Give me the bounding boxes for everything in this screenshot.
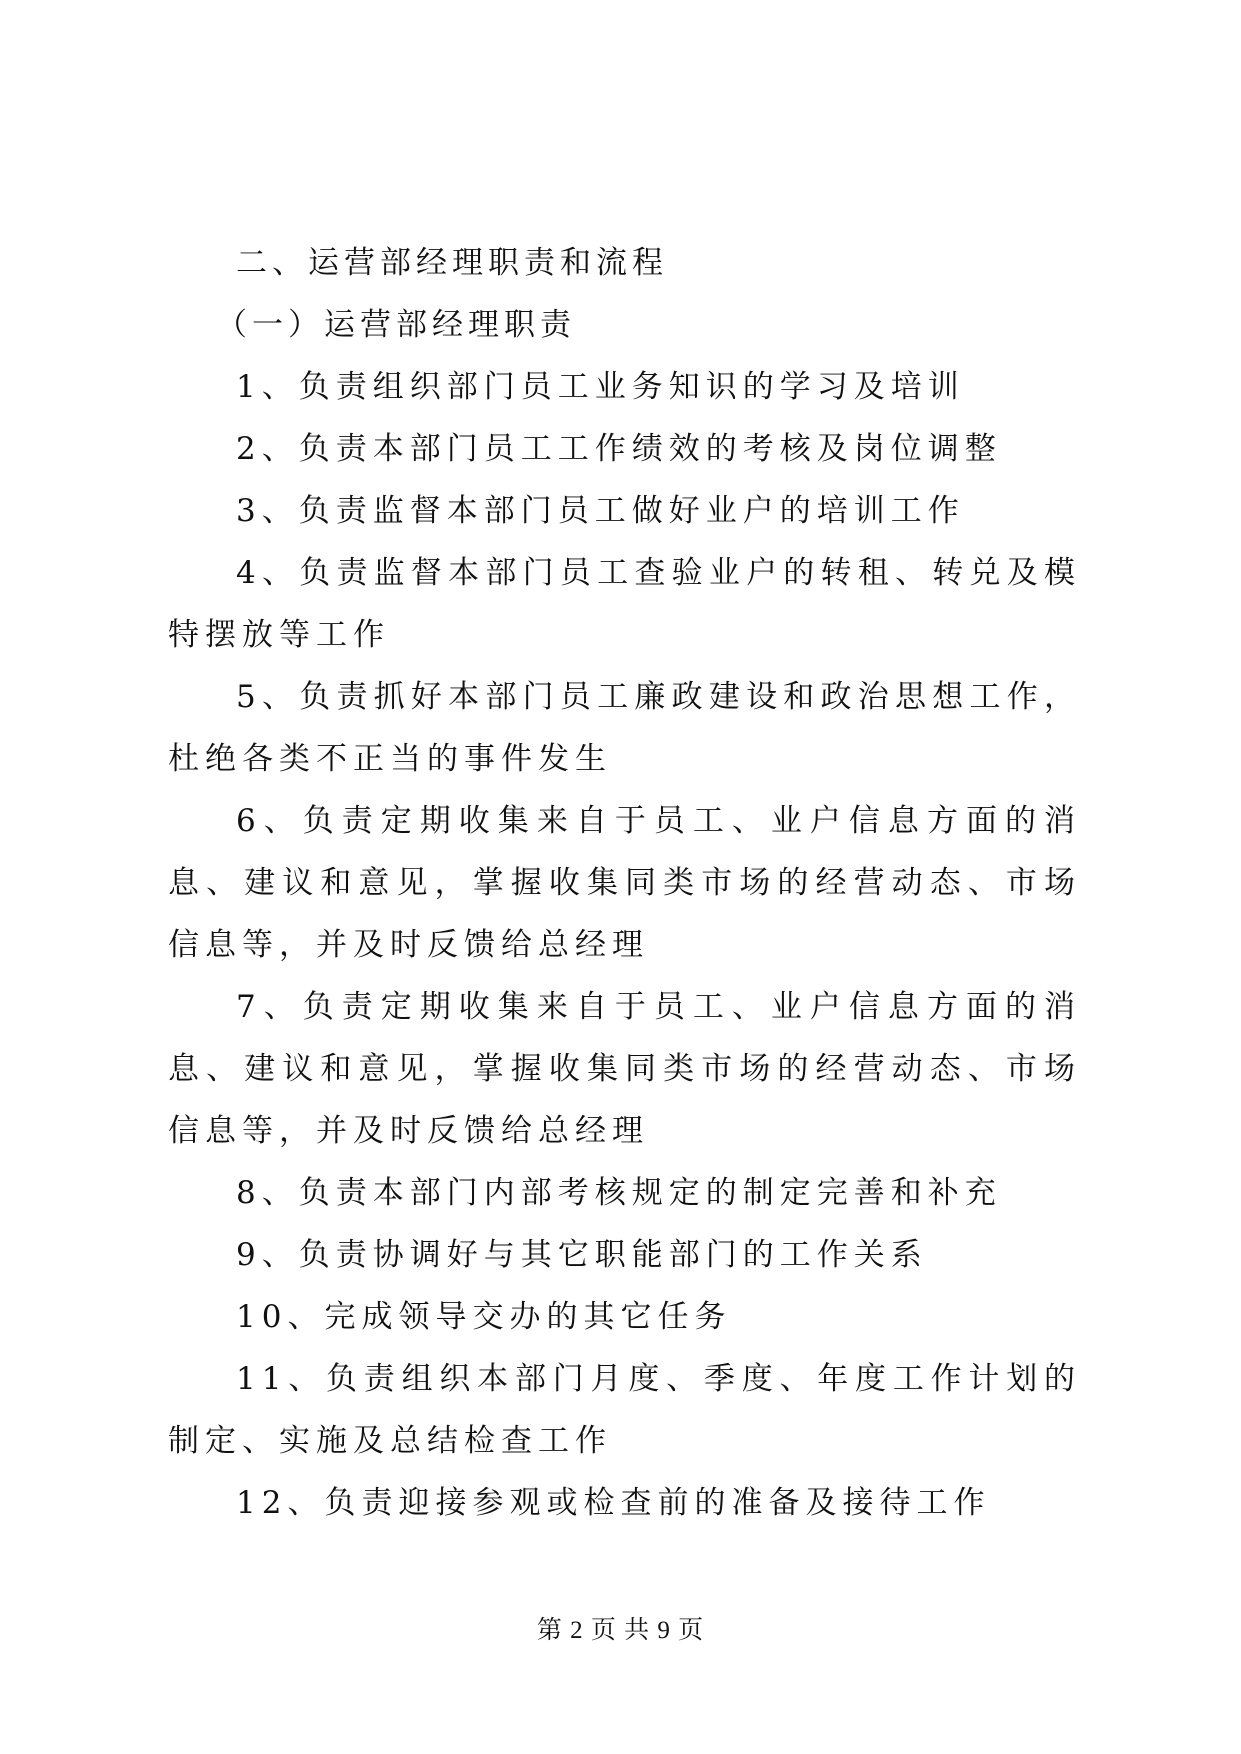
subsection-title: （一）运营部经理职责 [216,307,576,343]
section-title: 二、运营部经理职责和流程 [236,245,668,281]
list-item: 9、负责协调好与其它职能部门的工作关系 [236,1237,928,1273]
list-item: 6、负责定期收集来自于员工、业户信息方面的消息、建议和意见，掌握收集同类市场的经营动态、市场信息等，并及时反馈给总经理 [168,803,1081,963]
list-item: 4、负责监督本部门员工查验业户的转租、转兑及模特摆放等工作 [168,555,1081,653]
list-item: 1、负责组织部门员工业务知识的学习及培训 [236,369,965,405]
list-item: 5、负责抓好本部门员工廉政建设和政治思想工作，杜绝各类不正当的事件发生 [168,679,1081,777]
list-item: 3、负责监督本部门员工做好业户的培训工作 [236,493,965,529]
list-item: 10、完成领导交办的其它任务 [236,1299,732,1335]
list-item: 11、负责组织本部门月度、季度、年度工作计划的制定、实施及总结检查工作 [168,1361,1081,1459]
list-item: 12、负责迎接参观或检查前的准备及接待工作 [236,1485,991,1521]
document-body [168,232,1081,1534]
page-footer: 第 2 页 共 9 页 [536,1617,705,1644]
list-item: 8、负责本部门内部考核规定的制定完善和补充 [236,1175,1002,1211]
list-item: 2、负责本部门员工工作绩效的考核及岗位调整 [236,431,1002,467]
list-item: 7、负责定期收集来自于员工、业户信息方面的消息、建议和意见，掌握收集同类市场的经营动态、市场信息等，并及时反馈给总经理 [168,989,1081,1149]
